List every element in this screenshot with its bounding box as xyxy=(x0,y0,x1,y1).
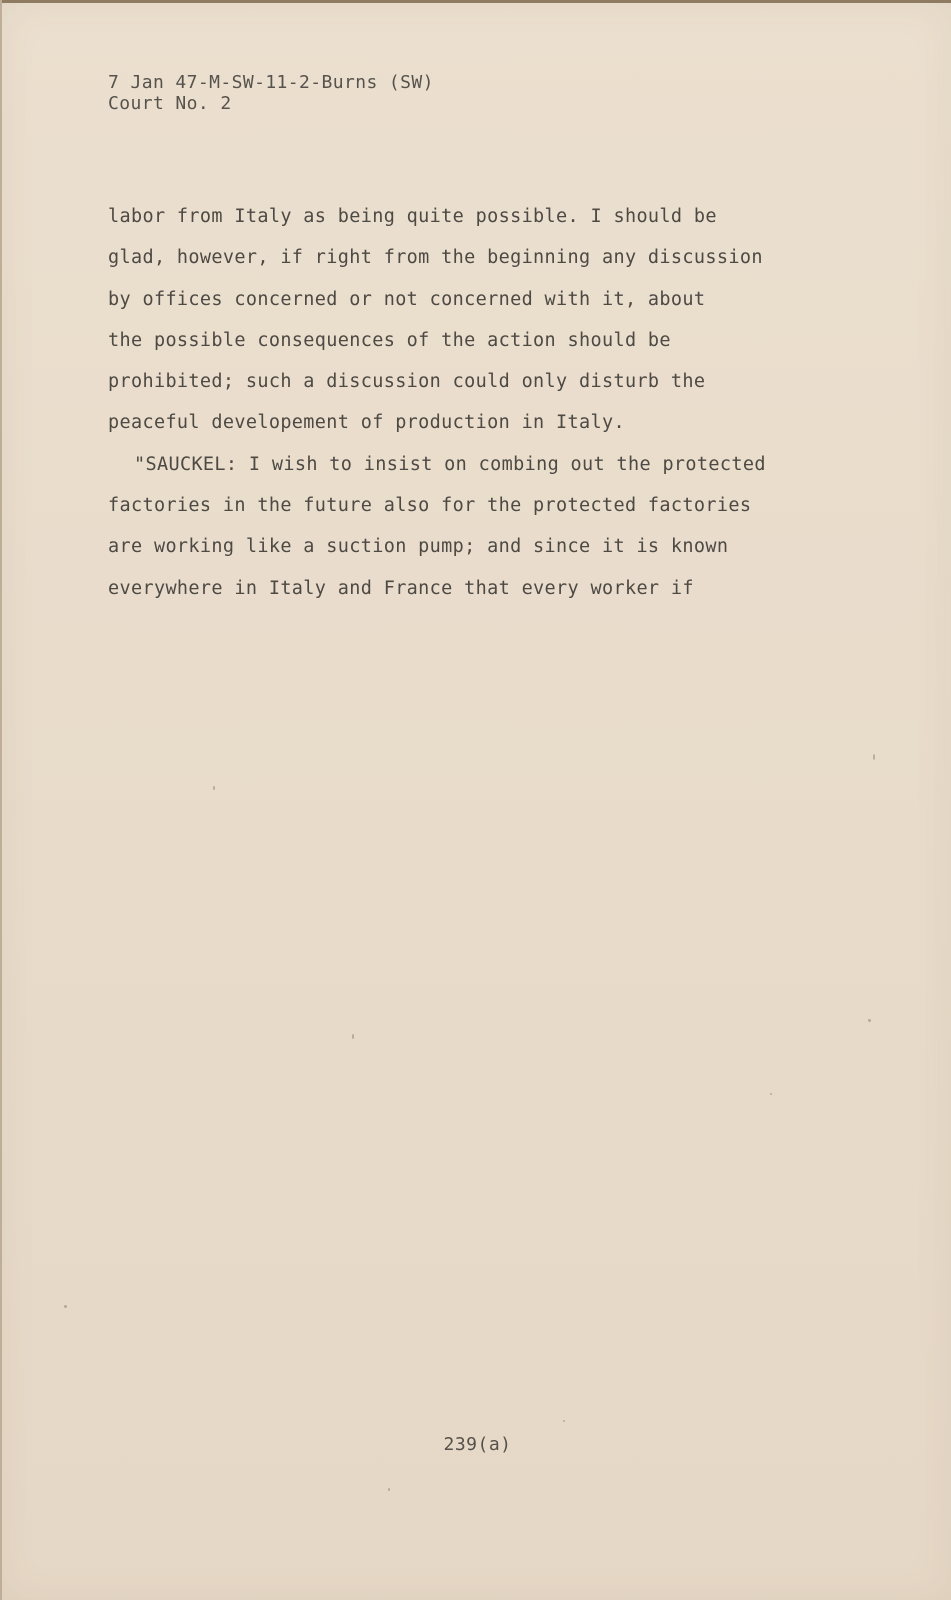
paper-speck xyxy=(770,1093,772,1095)
paper-speck xyxy=(388,1488,390,1491)
paper-speck xyxy=(64,1305,67,1308)
header-court-line: Court No. 2 xyxy=(108,93,232,114)
body-line: by offices concerned or not concerned with it, about xyxy=(108,288,706,310)
page-number: 239(a) xyxy=(443,1434,512,1455)
transcript-body xyxy=(108,196,828,609)
paper-speck xyxy=(868,1019,871,1022)
paper-speck xyxy=(563,1420,565,1422)
document-header xyxy=(108,72,434,114)
body-line: "SAUCKEL: I wish to insist on combing out the protected xyxy=(134,453,766,475)
body-line: everywhere in Italy and France that every worker if xyxy=(108,577,694,599)
body-line: the possible consequences of the action should be xyxy=(108,329,671,351)
paper-speck xyxy=(873,754,875,760)
body-line: labor from Italy as being quite possible. I should be xyxy=(108,206,717,227)
body-line: factories in the future also for the protected factories xyxy=(108,495,752,517)
body-line: glad, however, if right from the beginning any discussion xyxy=(108,247,763,269)
paper-speck xyxy=(213,786,215,790)
page-left-edge xyxy=(0,0,2,1600)
body-line: prohibited; such a discussion could only disturb the xyxy=(108,371,706,393)
header-reference-line: 7 Jan 47-M-SW-11-2-Burns (SW) xyxy=(108,72,434,93)
body-line: peaceful developement of production in Italy. xyxy=(108,412,625,434)
page-top-edge xyxy=(0,0,951,3)
paper-speck xyxy=(352,1034,354,1039)
body-line: are working like a suction pump; and since it is known xyxy=(108,536,729,558)
